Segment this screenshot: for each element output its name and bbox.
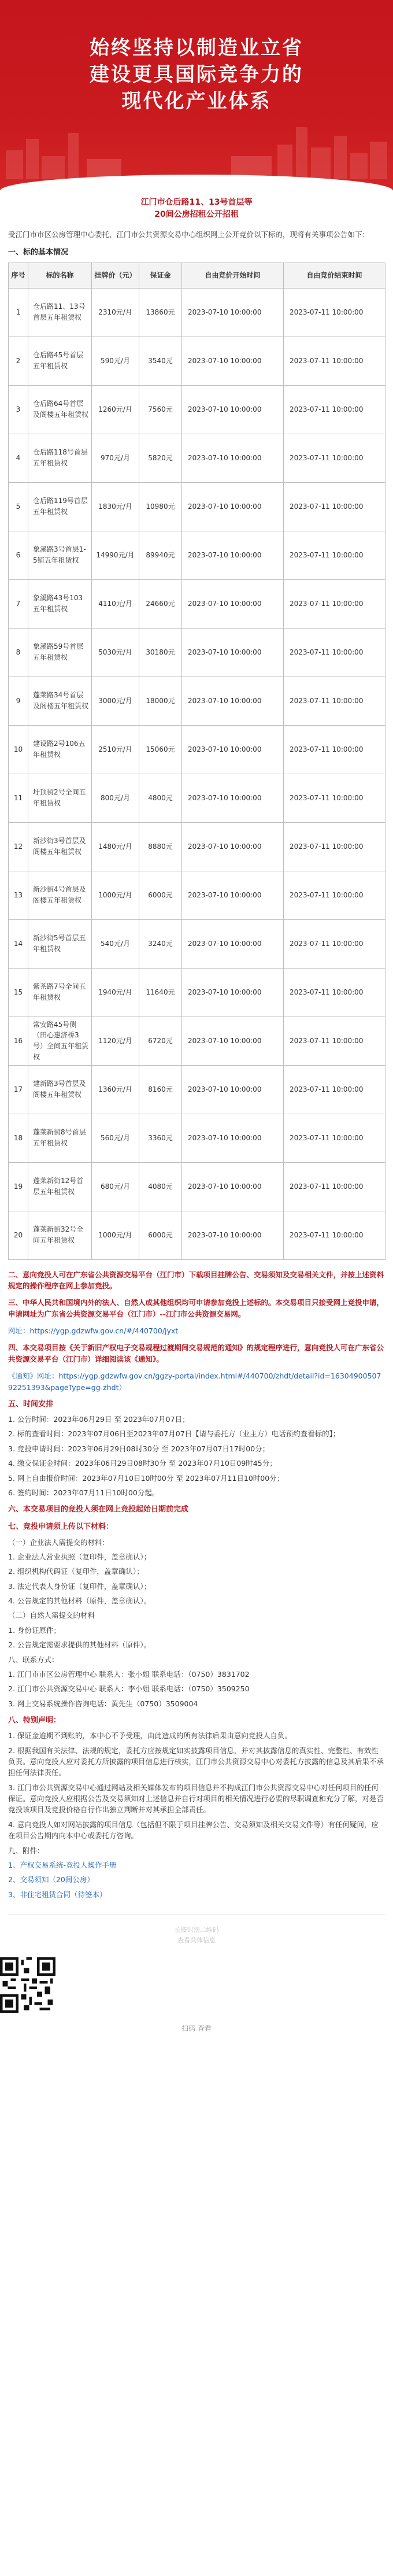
banner-title bbox=[0, 35, 393, 114]
list-item: 2. 公告规定需要求提供的其他材料（原件）。 bbox=[8, 1640, 151, 1650]
cell-deposit: 18000元 bbox=[139, 677, 182, 725]
table-row bbox=[9, 1017, 385, 1065]
cell-start: 2023-07-10 10:00:00 bbox=[182, 919, 284, 968]
cell-deposit: 15060元 bbox=[139, 725, 182, 774]
cell-name: 仓后路45号首层五年租赁权 bbox=[28, 337, 92, 385]
legal-materials-heading: （一）企业法人需提交的材料： bbox=[8, 1538, 110, 1547]
notice-title-line-1: 江门市仓后路11、13号首层等 bbox=[140, 198, 253, 207]
cell-price: 970元/月 bbox=[92, 434, 139, 482]
cell-end: 2023-07-11 10:00:00 bbox=[284, 1065, 385, 1114]
cell-name: 建新路3号首层及阁楼五年租赁权 bbox=[28, 1065, 92, 1114]
cell-name: 新沙街4号首层及阁楼五年租赁权 bbox=[28, 871, 92, 919]
listing-table bbox=[8, 263, 385, 1260]
cell-start: 2023-07-10 10:00:00 bbox=[182, 1065, 284, 1114]
table-row bbox=[9, 919, 385, 968]
table-row bbox=[9, 1162, 385, 1211]
list-item: 3. 网上交易系统操作咨询电话：黄先生（0750）3509004 bbox=[8, 1699, 198, 1708]
cell-end: 2023-07-11 10:00:00 bbox=[284, 434, 385, 482]
contact-heading: 八、联系方式： bbox=[8, 1655, 59, 1664]
banner-line-3: 现代化产业体系 bbox=[121, 90, 272, 113]
cell-no: 8 bbox=[9, 628, 28, 677]
cell-deposit: 4800元 bbox=[139, 774, 182, 822]
contact-list bbox=[0, 1669, 393, 1709]
cell-name: 仓后路11、13号首层五年租赁权 bbox=[28, 288, 92, 337]
cell-no: 4 bbox=[9, 434, 28, 482]
cell-deposit: 7560元 bbox=[139, 385, 182, 434]
cell-price: 1000元/月 bbox=[92, 1211, 139, 1259]
cell-no: 1 bbox=[9, 288, 28, 337]
cell-name: 象溪路59号首层五年租赁权 bbox=[28, 628, 92, 677]
cell-deposit: 10980元 bbox=[139, 482, 182, 531]
cell-no: 16 bbox=[9, 1017, 28, 1065]
cell-end: 2023-07-11 10:00:00 bbox=[284, 288, 385, 337]
list-item: 3. 法定代表人身份证（复印件，盖章确认）； bbox=[8, 1581, 151, 1591]
cell-start: 2023-07-10 10:00:00 bbox=[182, 482, 284, 531]
cell-no: 5 bbox=[9, 482, 28, 531]
cell-end: 2023-07-11 10:00:00 bbox=[284, 1017, 385, 1065]
cell-deposit: 30180元 bbox=[139, 628, 182, 677]
cell-price: 1120元/月 bbox=[92, 1017, 139, 1065]
cell-start: 2023-07-10 10:00:00 bbox=[182, 579, 284, 628]
footer-caption-line-2: 查看具体信息 bbox=[177, 1936, 216, 1945]
cell-end: 2023-07-11 10:00:00 bbox=[284, 531, 385, 579]
cell-price: 1260元/月 bbox=[92, 385, 139, 434]
col-header-end: 自由竞价结束时间 bbox=[284, 263, 385, 288]
cell-no: 19 bbox=[9, 1162, 28, 1211]
table-row bbox=[9, 725, 385, 774]
trading-platform-link[interactable]: 网址：https://ygp.gdzwfw.gov.cn/#/440700/jyxt bbox=[8, 1326, 179, 1336]
cell-start: 2023-07-10 10:00:00 bbox=[182, 385, 284, 434]
table-row bbox=[9, 288, 385, 337]
cell-name: 新沙街3号首层及阁楼五年租赁权 bbox=[28, 822, 92, 871]
notice-detail-link[interactable]: 《通知》网址：https://ygp.gdzwfw.gov.cn/ggzy-portal/index.html#/440700/zhdt/detail?id=1630490050792251393&pageType=gg-zhdt） bbox=[8, 1372, 381, 1392]
schedule-item: 1. 公告时间：2023年06月29日 至 2023年07月07日； bbox=[8, 1415, 190, 1424]
attachments-list bbox=[0, 1860, 393, 1900]
header-banner bbox=[0, 0, 393, 191]
cell-start: 2023-07-10 10:00:00 bbox=[182, 677, 284, 725]
cell-name: 蓬莱新街12号首层五年租赁权 bbox=[28, 1162, 92, 1211]
cell-no: 10 bbox=[9, 725, 28, 774]
cell-start: 2023-07-10 10:00:00 bbox=[182, 628, 284, 677]
cell-deposit: 13860元 bbox=[139, 288, 182, 337]
cell-end: 2023-07-11 10:00:00 bbox=[284, 871, 385, 919]
cell-start: 2023-07-10 10:00:00 bbox=[182, 725, 284, 774]
table-row bbox=[9, 968, 385, 1017]
cell-no: 20 bbox=[9, 1211, 28, 1259]
cell-name: 蓬莱新街8号首层五年租赁权 bbox=[28, 1114, 92, 1162]
list-item: 3. 江门市公共资源交易中心通过网站及相关媒体发布的项目信息并不构成江门市公共资源交易中心对任何项目的任何保证。意向竞投人应根据公告及交易须知对上述信息并自行对项目的相关情况进行必要的尽职调查和充分了解，对是否竞投该项目及竞投价格自行作出独立判断并对其承担全部责任。 bbox=[8, 1783, 384, 1814]
list-item: 1. 企业法人营业执照（复印件，盖章确认）； bbox=[8, 1552, 151, 1561]
cell-no: 14 bbox=[9, 919, 28, 968]
cell-start: 2023-07-10 10:00:00 bbox=[182, 871, 284, 919]
cell-no: 17 bbox=[9, 1065, 28, 1114]
cell-price: 1360元/月 bbox=[92, 1065, 139, 1114]
cell-end: 2023-07-11 10:00:00 bbox=[284, 968, 385, 1017]
cell-price: 680元/月 bbox=[92, 1162, 139, 1211]
section-4-text: 四、本交易项目按《关于新旧产权电子交易规程过渡期间交易规范的通知》的规定程序进行，意向竞投人可在广东省公共资源交易平台（江门市）详细阅读该《通知》。 bbox=[8, 1343, 384, 1363]
cell-end: 2023-07-11 10:00:00 bbox=[284, 725, 385, 774]
list-item: 2. 根据我国有关法律、法规的规定，委托方应按规定如实披露项目信息，并对其披露信息的真实性、完整性、有效性负责。意向竞投人应对委托方所披露的项目信息进行核实，江门市公共资源交易中心对委托方披露的信息及其后果不承担任何法律责任。 bbox=[8, 1746, 384, 1777]
col-header-start: 自由竞价开始时间 bbox=[182, 263, 284, 288]
cell-start: 2023-07-10 10:00:00 bbox=[182, 1211, 284, 1259]
section-8-title: 八、特别声明： bbox=[8, 1716, 61, 1725]
legal-materials-list bbox=[0, 1551, 393, 1607]
cell-name: 象溪路43号103五年租赁权 bbox=[28, 579, 92, 628]
attachment-link[interactable]: 1、产权交易系统-竞投人操作手册 bbox=[8, 1860, 117, 1869]
person-materials-list bbox=[0, 1625, 393, 1651]
footer-divider bbox=[8, 1914, 385, 1915]
declaration-list bbox=[0, 1730, 393, 1841]
table-row bbox=[9, 1114, 385, 1162]
table-header-row bbox=[9, 263, 385, 288]
section-3-text: 三、中华人民共和国境内外的法人、自然人或其他组织均可申请参加竞投上述标的。本交易项目只接受网上竞投申请，申请网址为广东省公共资源交易平台（江门市）--江门市公共资源交易网。 bbox=[8, 1298, 384, 1318]
cell-name: 新沙街5号首层五年租赁权 bbox=[28, 919, 92, 968]
section-2-text: 二、意向竞投人可在广东省公共资源交易平台（江门市）下载项目挂牌公告、交易须知及交易相关文件，并按上述资料规定的操作程序在网上参加竞投。 bbox=[8, 1270, 384, 1290]
cell-start: 2023-07-10 10:00:00 bbox=[182, 1017, 284, 1065]
table-row bbox=[9, 774, 385, 822]
table-row bbox=[9, 337, 385, 385]
cell-price: 560元/月 bbox=[92, 1114, 139, 1162]
cell-deposit: 6000元 bbox=[139, 871, 182, 919]
cell-deposit: 8160元 bbox=[139, 1065, 182, 1114]
cell-price: 1000元/月 bbox=[92, 871, 139, 919]
list-item: 4. 意向竞投人如对网站披露的项目信息（包括但不限于项目挂牌公告、交易须知及相关交易文件等）有任何疑问，应在项目公告期内向本中心或委托方咨询。 bbox=[8, 1820, 379, 1840]
cell-end: 2023-07-11 10:00:00 bbox=[284, 337, 385, 385]
cell-name: 圩顶街2号全间五年租赁权 bbox=[28, 774, 92, 822]
table-row bbox=[9, 434, 385, 482]
banner-line-2: 建设更具国际竞争力的 bbox=[90, 63, 303, 86]
cell-deposit: 89940元 bbox=[139, 531, 182, 579]
col-header-price: 挂牌价（元） bbox=[92, 263, 139, 288]
cell-price: 2510元/月 bbox=[92, 725, 139, 774]
table-row bbox=[9, 1065, 385, 1114]
cell-start: 2023-07-10 10:00:00 bbox=[182, 434, 284, 482]
cell-deposit: 3360元 bbox=[139, 1114, 182, 1162]
table-row bbox=[9, 482, 385, 531]
cell-no: 18 bbox=[9, 1114, 28, 1162]
cell-deposit: 3240元 bbox=[139, 919, 182, 968]
cell-deposit: 24660元 bbox=[139, 579, 182, 628]
cell-price: 1940元/月 bbox=[92, 968, 139, 1017]
table-row bbox=[9, 628, 385, 677]
list-item: 2. 组织机构代码证（复印件，盖章确认）； bbox=[8, 1567, 144, 1576]
cell-start: 2023-07-10 10:00:00 bbox=[182, 968, 284, 1017]
cell-deposit: 11640元 bbox=[139, 968, 182, 1017]
listing-table-wrap bbox=[0, 263, 393, 1260]
cell-start: 2023-07-10 10:00:00 bbox=[182, 1162, 284, 1211]
cell-name: 建设路2号106五年租赁权 bbox=[28, 725, 92, 774]
cell-end: 2023-07-11 10:00:00 bbox=[284, 482, 385, 531]
cell-price: 2310元/月 bbox=[92, 288, 139, 337]
section-5-title: 五、时间安排 bbox=[8, 1399, 54, 1409]
cell-price: 590元/月 bbox=[92, 337, 139, 385]
cell-end: 2023-07-11 10:00:00 bbox=[284, 628, 385, 677]
cell-start: 2023-07-10 10:00:00 bbox=[182, 337, 284, 385]
attachment-link[interactable]: 2、交易须知（20间公房） bbox=[8, 1875, 94, 1884]
cell-end: 2023-07-11 10:00:00 bbox=[284, 774, 385, 822]
cell-price: 3000元/月 bbox=[92, 677, 139, 725]
cell-name: 常安路45号侧（田心惠济桥3号）全间五年租赁权 bbox=[28, 1017, 92, 1065]
cell-end: 2023-07-11 10:00:00 bbox=[284, 579, 385, 628]
table-row bbox=[9, 385, 385, 434]
cell-price: 5030元/月 bbox=[92, 628, 139, 677]
notice-title-line-2: 20间公房招租公开招租 bbox=[154, 210, 239, 219]
attachments-heading: 九、附件： bbox=[8, 1846, 45, 1855]
cell-name: 仓后路64号首层及阁楼五年租赁权 bbox=[28, 385, 92, 434]
cell-no: 12 bbox=[9, 822, 28, 871]
cell-name: 仓后路119号首层五年租赁权 bbox=[28, 482, 92, 531]
schedule-item: 4. 缴交保证金时间：2023年06月29日08时30分 至 2023年07月10日09时45分； bbox=[8, 1459, 277, 1468]
cell-end: 2023-07-11 10:00:00 bbox=[284, 822, 385, 871]
col-header-name: 标的名称 bbox=[28, 263, 92, 288]
table-row bbox=[9, 1211, 385, 1259]
cell-name: 象溪路3号首层1-5铺五年租赁权 bbox=[28, 531, 92, 579]
table-row bbox=[9, 579, 385, 628]
footer-caption bbox=[0, 1925, 393, 1946]
cell-end: 2023-07-11 10:00:00 bbox=[284, 385, 385, 434]
cell-name: 蓬莱路34号首层及阁楼五年租赁权 bbox=[28, 677, 92, 725]
scan-caption: 扫码 查看 bbox=[181, 2024, 212, 2032]
cell-name: 蓬莱新街32号全间五年租赁权 bbox=[28, 1211, 92, 1259]
schedule-item: 6. 签约时间：2023年07月11日10时00分起。 bbox=[8, 1488, 160, 1497]
notice-intro: 受江门市市区公房管理中心委托，江门市公共资源交易中心组织网上公开竞价以下标的，现将有关事项公告如下： bbox=[8, 230, 370, 239]
list-item: 1. 江门市市区公房管理中心 联系人：张小姐 联系电话：（0750）3831702 bbox=[8, 1669, 250, 1679]
table-row bbox=[9, 531, 385, 579]
city-skyline-icon bbox=[0, 116, 393, 179]
cell-deposit: 5820元 bbox=[139, 434, 182, 482]
qr-code-icon[interactable] bbox=[0, 1957, 55, 2013]
cell-no: 9 bbox=[9, 677, 28, 725]
cell-end: 2023-07-11 10:00:00 bbox=[284, 1114, 385, 1162]
cell-name: 紫茶路7号全间五年租赁权 bbox=[28, 968, 92, 1017]
notice-title bbox=[0, 197, 393, 221]
section-7-title: 七、竞投申请须上传以下材料： bbox=[8, 1522, 114, 1532]
cell-price: 800元/月 bbox=[92, 774, 139, 822]
list-item: 2. 江门市公共资源交易中心 联系人：李小姐 联系电话：（0750）3509250 bbox=[8, 1684, 250, 1694]
list-item: 1. 保证金逾期不到账的，本中心不予受理，由此造成的所有法律后果由意向竞投人自负。 bbox=[8, 1731, 292, 1740]
cell-start: 2023-07-10 10:00:00 bbox=[182, 774, 284, 822]
cell-end: 2023-07-11 10:00:00 bbox=[284, 1211, 385, 1259]
cell-start: 2023-07-10 10:00:00 bbox=[182, 1114, 284, 1162]
cell-no: 15 bbox=[9, 968, 28, 1017]
cell-price: 4110元/月 bbox=[92, 579, 139, 628]
cell-name: 仓后路118号首层五年租赁权 bbox=[28, 434, 92, 482]
table-row bbox=[9, 677, 385, 725]
cell-start: 2023-07-10 10:00:00 bbox=[182, 531, 284, 579]
schedule-list bbox=[0, 1414, 393, 1498]
footer-caption-line-1: 长按识别二维码 bbox=[174, 1926, 219, 1934]
list-item: 1. 身份证原件； bbox=[8, 1625, 61, 1635]
table-row bbox=[9, 822, 385, 871]
list-item: 4. 公告规定的其他材料（原件，盖章确认）。 bbox=[8, 1596, 151, 1606]
cell-price: 1480元/月 bbox=[92, 822, 139, 871]
schedule-item: 3. 竞投申请时间：2023年06月29日08时30分 至 2023年07月07日17时00分； bbox=[8, 1444, 270, 1453]
cell-deposit: 4080元 bbox=[139, 1162, 182, 1211]
cell-price: 1830元/月 bbox=[92, 482, 139, 531]
cell-price: 540元/月 bbox=[92, 919, 139, 968]
cell-deposit: 8880元 bbox=[139, 822, 182, 871]
banner-line-1: 始终坚持以制造业立省 bbox=[90, 36, 303, 60]
cell-deposit: 3540元 bbox=[139, 337, 182, 385]
cell-end: 2023-07-11 10:00:00 bbox=[284, 1162, 385, 1211]
cell-no: 6 bbox=[9, 531, 28, 579]
col-header-deposit: 保证金 bbox=[139, 263, 182, 288]
table-row bbox=[9, 871, 385, 919]
cell-no: 7 bbox=[9, 579, 28, 628]
cell-no: 13 bbox=[9, 871, 28, 919]
person-materials-heading: （二）自然人需提交的材料 bbox=[8, 1611, 95, 1620]
col-header-no: 序号 bbox=[9, 263, 28, 288]
cell-no: 2 bbox=[9, 337, 28, 385]
section-6-title: 六、本交易项目的竞投人须在网上竞投起始日期前完成 bbox=[8, 1505, 189, 1514]
cell-end: 2023-07-11 10:00:00 bbox=[284, 677, 385, 725]
cell-end: 2023-07-11 10:00:00 bbox=[284, 919, 385, 968]
cell-no: 11 bbox=[9, 774, 28, 822]
schedule-item: 2. 标的查看时间：2023年07月06日至2023年07月07日【请与委托方（业主方）电话预约查看标的】； bbox=[8, 1429, 340, 1439]
cell-no: 3 bbox=[9, 385, 28, 434]
cell-deposit: 6720元 bbox=[139, 1017, 182, 1065]
schedule-item: 5. 网上自由报价时间：2023年07月10日10时00分 至 2023年07月11日10时00分； bbox=[8, 1473, 284, 1483]
cell-start: 2023-07-10 10:00:00 bbox=[182, 822, 284, 871]
cell-start: 2023-07-10 10:00:00 bbox=[182, 288, 284, 337]
attachment-link[interactable]: 3、非住宅租赁合同（待签本） bbox=[8, 1890, 107, 1899]
cell-deposit: 6000元 bbox=[139, 1211, 182, 1259]
cell-price: 14990元/月 bbox=[92, 531, 139, 579]
section-1-title: 一、标的基本情况 bbox=[8, 248, 69, 257]
